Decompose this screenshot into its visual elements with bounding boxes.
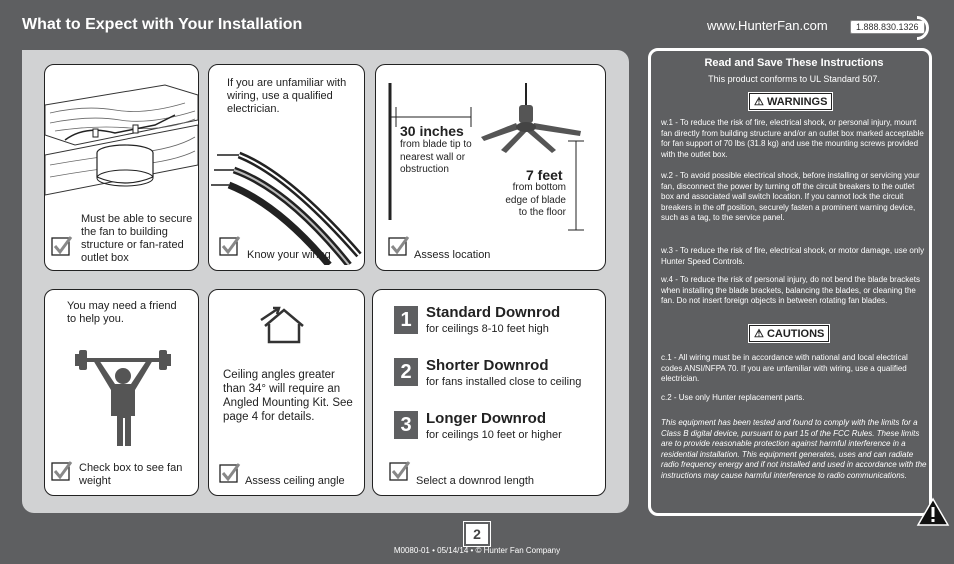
downrod-title-longer: Longer Downrod [426, 410, 546, 427]
ceiling-joist-illustration [45, 65, 198, 215]
structure-checkbox[interactable] [51, 235, 73, 257]
downrod-title-standard: Standard Downrod [426, 304, 561, 321]
checkbox-icon [51, 235, 73, 257]
page-number: 2 [464, 522, 490, 546]
downrod-sub-shorter: for fans installed close to ceiling [426, 376, 582, 388]
footer-text: M0080-01 • 05/14/14 • © Hunter Fan Company [393, 546, 561, 555]
downrod-sub-longer: for ceilings 10 feet or higher [426, 429, 562, 441]
downrod-number-2: 2 [394, 358, 418, 386]
wiring-text: If you are unfamiliar with wiring, use a qualified electrician. [227, 77, 347, 115]
cautions-badge [749, 325, 829, 342]
card-wiring [208, 64, 365, 271]
checkbox-icon [219, 462, 241, 484]
card-structure [44, 64, 199, 271]
card-downrod [372, 289, 606, 496]
warning-w2: w.2 - To avoid possible electrical shock, before installing or servicing your fan, disconnect the power by turning off the circuit breakers to the outlet box and associated wall switch location. If you cannot lock the circuit breakers in the off position, securely fasten a prominent warning device, such as a tag, to the service panel. [661, 171, 920, 222]
weightlifter-icon [73, 348, 173, 448]
house-angle-icon [259, 306, 309, 346]
clearance-7-feet: 7 feet [526, 167, 563, 183]
weight-text: You may need a friend to help you. [67, 300, 177, 325]
card-weight [44, 289, 199, 496]
weight-checkbox[interactable] [51, 460, 73, 482]
downrod-sub-standard: for ceilings 8-10 feet high [426, 323, 549, 335]
ul-standard: This product conforms to UL Standard 507. [708, 74, 880, 84]
checkbox-icon [219, 235, 241, 257]
checkbox-icon [51, 460, 73, 482]
caution-c2: c.2 - Use only Hunter replacement parts. [661, 393, 805, 402]
wiring-checkbox[interactable] [219, 235, 241, 257]
angle-checkbox[interactable] [219, 462, 241, 484]
downrod-title-shorter: Shorter Downrod [426, 357, 549, 374]
angle-check-label: Assess ceiling angle [245, 475, 345, 487]
warnings-label: WARNINGS [766, 96, 828, 108]
fcc-notice: This equipment has been tested and found to comply with the limits for a Class B digital device, pursuant to part 15 of the FCC Rules. These limits are to provide reasonable protection against harmful interference in a residential installation. This equipment generates, uses and can radiate radio frequency energy and if not installed and used in accordance with the instructions may cause harmful interference to radio communications. [661, 418, 927, 480]
clearance-7-sub: from bottom edge of blade to the floor [505, 182, 566, 218]
instructions-panel [648, 48, 932, 516]
weight-check-label: Check box to see fan weight [79, 462, 183, 487]
warning-w4: w.4 - To reduce the risk of personal injury, do not bend the blade brackets when installing the blade brackets, balancing the blades, or cleaning the fan. Do not insert foreign objects in between rotating fan blades. [661, 275, 920, 305]
clearance-30-inches: 30 inches [400, 123, 464, 139]
wiring-check-label: Know your wiring [247, 249, 331, 261]
location-check-label: Assess location [414, 249, 491, 261]
location-checkbox[interactable] [388, 235, 410, 257]
warning-triangle-icon [916, 497, 950, 527]
checkbox-icon [389, 460, 411, 482]
page-title: What to Expect with Your Installation [22, 16, 303, 33]
cautions-label: CAUTIONS [766, 328, 825, 340]
downrod-number-1: 1 [394, 306, 418, 334]
warning-w3: w.3 - To reduce the risk of fire, electrical shock, or motor damage, use only Hunter Speed Controls. [661, 246, 925, 266]
structure-text: Must be able to secure the fan to building structure or fan-rated outlet box [81, 213, 193, 264]
card-location [375, 64, 606, 271]
downrod-number-3: 3 [394, 411, 418, 439]
website-link[interactable]: www.HunterFan.com [707, 18, 828, 33]
warning-w1: w.1 - To reduce the risk of fire, electrical shock, or personal injury, mount fan directly from building structure and/or an outlet box marked acceptable for fan support of 70 lbs (31.8 kg) and use the mounting screws provided with the outlet box. [661, 118, 924, 159]
corner-decoration [917, 16, 929, 40]
warning-triangle-icon: ⚠ [754, 96, 764, 108]
instructions-heading: Read and Save These Instructions [704, 57, 884, 69]
caution-triangle-icon: ⚠ [754, 328, 764, 340]
clearance-30-sub: from blade tip to nearest wall or obstruction [400, 139, 472, 175]
angle-text: Ceiling angles greater than 34° will require an Angled Mounting Kit. See page 4 for details. [223, 369, 353, 423]
caution-c1: c.1 - All wiring must be in accordance with national and local electrical codes ANSI/NFPA 70. If you are unfamiliar with wiring, use a qualified electrician. [661, 353, 908, 383]
warnings-badge [749, 93, 832, 110]
card-ceiling-angle [208, 289, 365, 496]
checkbox-icon [388, 235, 410, 257]
downrod-check-label: Select a downrod length [416, 475, 535, 487]
phone-number: 1.888.830.1326 [850, 20, 925, 34]
downrod-checkbox[interactable] [389, 460, 411, 482]
